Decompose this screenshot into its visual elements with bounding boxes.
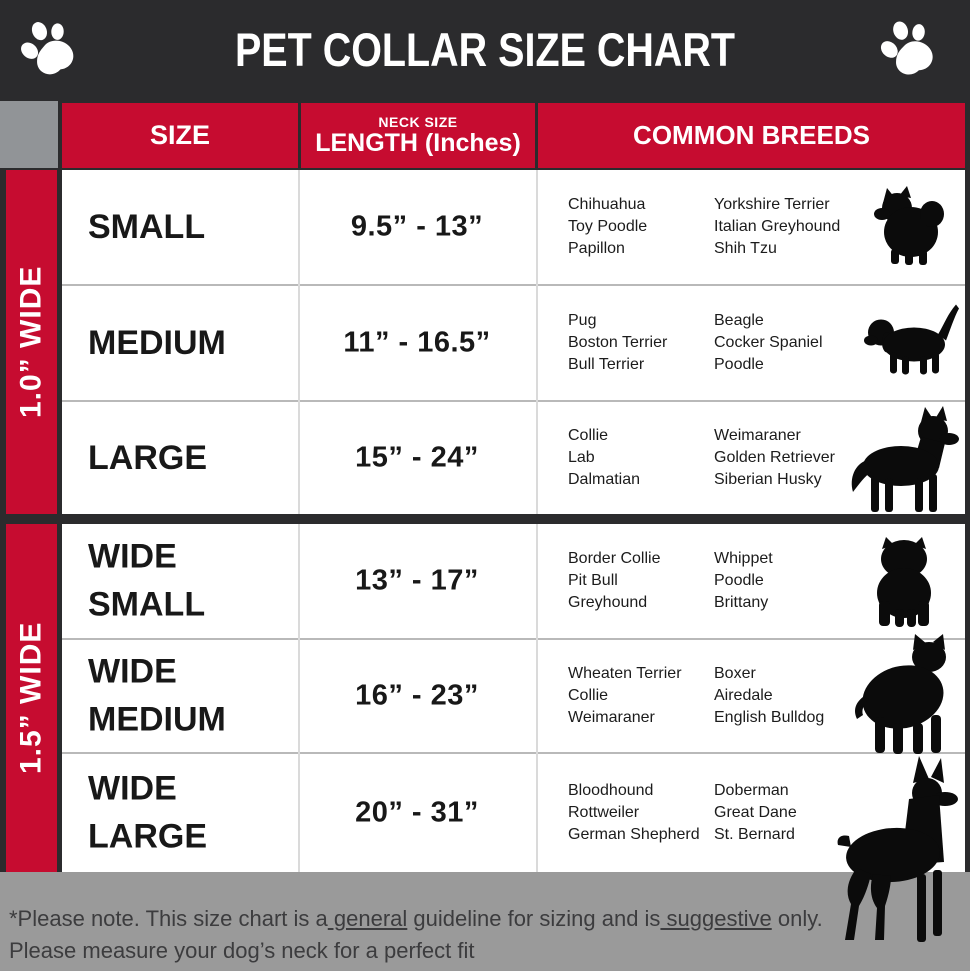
width-bar-1-5-inch-label: 1.5” WIDE [14, 621, 48, 775]
breed-name: Yorkshire Terrier [714, 196, 830, 213]
column-header-neck-main-label: LENGTH (Inches) [315, 129, 521, 157]
breed-name: Pug [568, 312, 597, 329]
breed-name: Wheaten Terrier [568, 665, 682, 682]
breed-name: Bloodhound [568, 782, 654, 799]
breed-name: Beagle [714, 312, 764, 329]
size-label: MEDIUM [88, 323, 226, 362]
breeds-column [568, 194, 713, 260]
column-header-neck-sub-label: NECK SIZE [378, 114, 458, 130]
neck-length-value: 11” - 16.5” [343, 326, 491, 359]
breed-name: Weimaraner [568, 709, 655, 726]
breed-name: Italian Greyhound [714, 218, 841, 235]
breed-name: Greyhound [568, 594, 648, 611]
corner-spacer [0, 101, 58, 168]
footnote-text: *Please note. This size chart is a [9, 906, 328, 931]
breed-name: Lab [568, 449, 595, 466]
table-row-medium [62, 286, 965, 400]
footnote-line-2: Please measure your dog’s neck for a perfect fit [9, 938, 475, 963]
bulldog-dog-icon [861, 534, 949, 628]
breed-name: Boston Terrier [568, 334, 668, 351]
width-bar-1-5-inch [6, 524, 57, 872]
width-bar-1-inch-label: 1.0” WIDE [14, 265, 48, 419]
breeds-column [568, 548, 713, 614]
breeds-column [568, 425, 713, 491]
breed-name: Brittany [714, 594, 769, 611]
breed-name: English Bulldog [714, 709, 825, 726]
breed-name: Airedale [714, 687, 773, 704]
size-label: SMALL [88, 207, 206, 246]
footnote-text: only. [771, 906, 823, 931]
doberman-dog-icon [801, 756, 963, 946]
breeds-column [568, 310, 713, 376]
breeds-column [568, 663, 713, 729]
breed-name: Shih Tzu [714, 240, 777, 257]
breed-name: Border Collie [568, 550, 661, 567]
neck-length-value: 9.5” - 13” [350, 210, 484, 243]
column-divider [536, 524, 538, 872]
beagle-dog-icon [862, 300, 960, 376]
breed-name: Dalmatian [568, 471, 641, 488]
breeds-column [714, 548, 869, 614]
breed-name: Cocker Spaniel [714, 334, 823, 351]
column-header-size-label: SIZE [149, 120, 210, 150]
column-header-common-breeds [538, 103, 965, 168]
paw-print-icon [876, 16, 938, 78]
column-header-size [62, 103, 298, 168]
table-row-wide-large [62, 754, 965, 872]
breed-name: Poodle [714, 572, 764, 589]
breeds-column [568, 780, 713, 846]
neck-length-value: 16” - 23” [355, 679, 479, 712]
table-section-1-inch [62, 170, 965, 514]
column-divider [536, 170, 538, 514]
table-row-small [62, 170, 965, 284]
breed-name: Doberman [714, 782, 789, 799]
table-section-1-5-inch [62, 524, 965, 872]
size-label: WIDE SMALL [88, 537, 206, 624]
breed-name: Golden Retriever [714, 449, 835, 466]
size-label: WIDE MEDIUM [88, 652, 226, 739]
breed-name: Chihuahua [568, 196, 646, 213]
breeds-column [714, 310, 869, 376]
neck-length-value: 15” - 24” [355, 441, 479, 474]
table-row-wide-medium [62, 640, 965, 752]
breed-name: Pit Bull [568, 572, 618, 589]
breed-name: Boxer [714, 665, 756, 682]
breeds-column [714, 194, 869, 260]
shepherd-dog-icon [843, 406, 963, 512]
column-divider [298, 524, 300, 872]
neck-length-value: 20” - 31” [355, 796, 479, 829]
neck-length-value: 13” - 17” [355, 564, 479, 597]
size-label: WIDE LARGE [88, 769, 207, 856]
breed-name: Toy Poodle [568, 218, 648, 235]
breed-name: Great Dane [714, 804, 797, 821]
breed-name: Bull Terrier [568, 356, 645, 373]
footnote-text: guideline for sizing and is [407, 906, 661, 931]
breeds-column [714, 663, 869, 729]
breed-name: Collie [568, 687, 609, 704]
page-title: PET COLLAR SIZE CHART [234, 23, 736, 76]
breed-name: Collie [568, 427, 609, 444]
breed-name: St. Bernard [714, 826, 795, 843]
column-divider [298, 170, 300, 514]
footnote-underlined-word: general [327, 906, 408, 931]
footnote-underlined-word: suggestive [660, 906, 772, 931]
table-row-large [62, 402, 965, 514]
title-bar [0, 0, 970, 97]
breed-name: Poodle [714, 356, 764, 373]
width-bar-1-inch [6, 170, 57, 514]
breed-name: Rottweiler [568, 804, 640, 821]
breed-name: German Shepherd [568, 826, 700, 843]
column-header-neck-size [301, 103, 535, 168]
pomeranian-dog-icon [867, 185, 947, 269]
breed-name: Weimaraner [714, 427, 801, 444]
breed-name: Whippet [714, 550, 773, 567]
column-header-breeds-label: COMMON BREEDS [633, 120, 870, 150]
table-row-wide-small [62, 524, 965, 638]
paw-print-icon [16, 16, 78, 78]
pitbull-dog-icon [851, 633, 963, 755]
breed-name: Siberian Husky [714, 471, 822, 488]
size-label: LARGE [88, 438, 207, 477]
breed-name: Papillon [568, 240, 625, 257]
